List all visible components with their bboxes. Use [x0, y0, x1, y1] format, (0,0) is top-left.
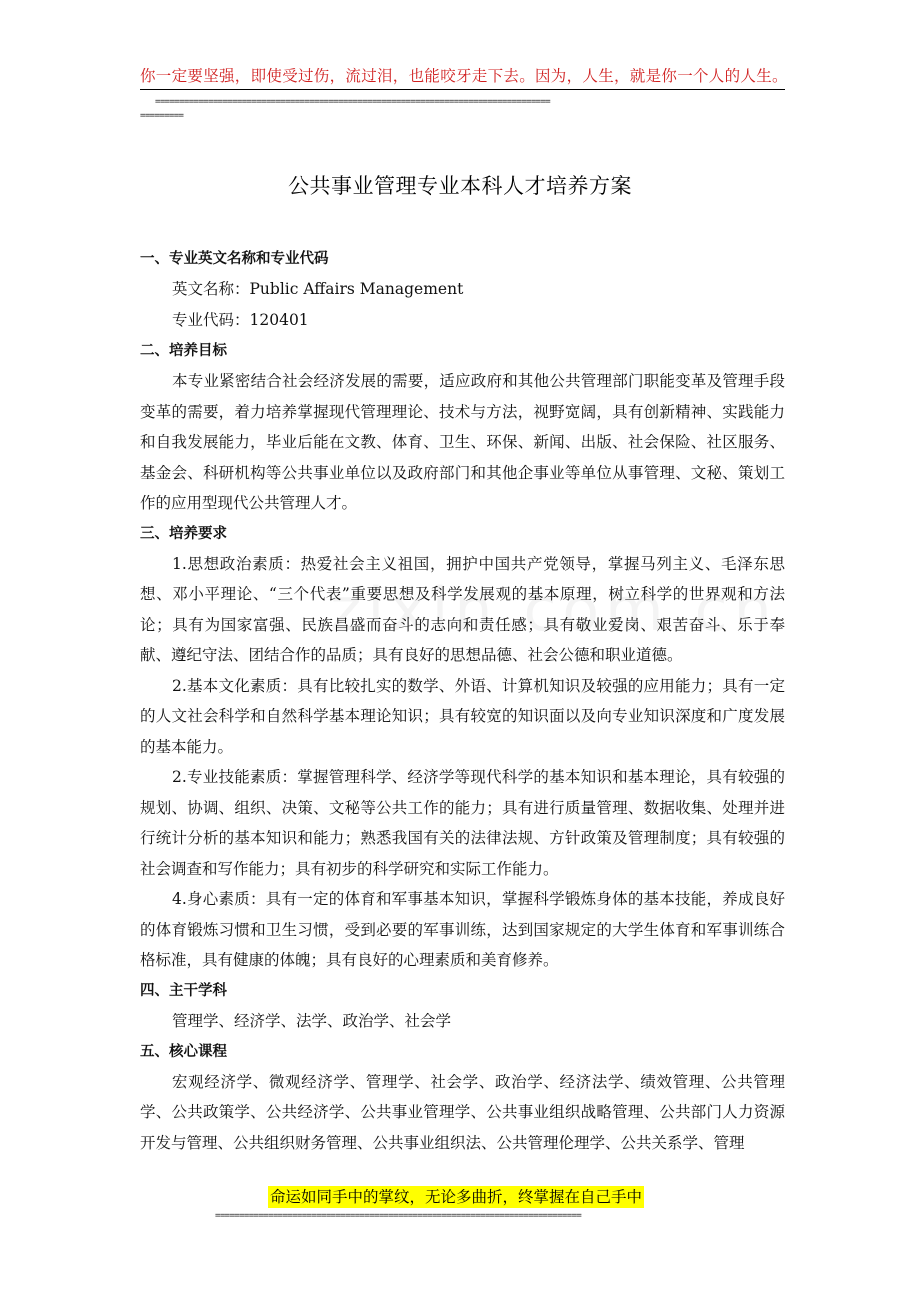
paragraph: 宏观经济学、微观经济学、管理学、社会学、政治学、经济法学、绩效管理、公共管理学、公共政策学、公共经济学、公共事业管理学、公共事业组织战略管理、公共部门人力资源开发与管理、公共组织财务管理、公共事业组织法、公共管理伦理学、公共关系学、管理 — [140, 1072, 785, 1152]
paragraph: 1.思想政治素质：热爱社会主义祖国，拥护中国共产党领导，掌握马列主义、毛泽东思想、邓小平理论、“三个代表”重要思想及科学发展观的基本原理，树立科学的世界观和方法论；具有为国家富强、民族昌盛而奋斗的志向和责任感；具有敬业爱岗、艰苦奋斗、乐于奉献、遵纪守法、团结合作的品质；具有良好的思想品德、社会公德和职业道德。 — [140, 554, 785, 664]
paragraph: 管理学、经济学、法学、政治学、社会学 — [172, 1011, 452, 1030]
footer-quote: 命运如同手中的掌纹，无论多曲折，终掌握在自己手中 — [270, 1188, 643, 1206]
header-rule — [140, 89, 785, 90]
section-heading: 四、主干学科 — [140, 982, 227, 999]
separator-line-2: ========= — [140, 111, 184, 121]
page-title: 公共事业管理专业本科人才培养方案 — [288, 174, 632, 198]
section-heading: 三、培养要求 — [140, 525, 227, 542]
section-heading: 二、培养目标 — [140, 343, 227, 359]
major-code-line: 专业代码：120401 — [172, 311, 309, 329]
paragraph: 2.基本文化素质：具有比较扎实的数学、外语、计算机知识及较强的应用能力；具有一定的人文社会科学和自然科学基本理论知识；具有较宽的知识面以及向专业知识深度和广度发展的基本能力。 — [140, 676, 785, 756]
english-name-line: 英文名称：Public Affairs Management — [172, 280, 464, 298]
paragraph: 本专业紧密结合社会经济发展的需要，适应政府和其他公共管理部门职能变革及管理手段变革的需要，着力培养掌握现代管理理论、技术与方法，视野宽阔，具有创新精神、实践能力和自我发展能力，毕业后能在文教、体育、卫生、环保、新闻、出版、社会保险、社区服务、 基金会、科研机构等公共事业单位以及政府部门和其他企事业等单位从事管理、文秘、策划工作的应用型现代公共管理人才。 — [140, 372, 785, 512]
section-heading: 五、核心课程 — [140, 1043, 227, 1060]
footer-separator: ============================================================================ — [215, 1211, 582, 1221]
header-quote: 你一定要坚强，即使受过伤，流过泪，也能咬牙走下去。因为，人生，就是你一个人的人生。 — [140, 67, 788, 85]
paragraph: 4.身心素质：具有一定的体育和军事基本知识，掌握科学锻炼身体的基本技能，养成良好的体育锻炼习惯和卫生习惯，受到必要的军事训练，达到国家规定的大学生体育和军事训练合格标准，具有健康的体魄；具有良好的心理素质和美育修养。 — [140, 890, 785, 969]
separator-line-1: ================================================================================== — [155, 97, 551, 107]
section-heading: 一、专业英文名称和专业代码 — [140, 251, 329, 267]
paragraph: 2.专业技能素质：掌握管理科学、经济学等现代科学的基本知识和基本理论，具有较强的规划、协调、组织、决策、文秘等公共工作的能力；具有进行质量管理、数据收集、处理并进行统计分析的基本知识和能力；熟悉我国有关的法律法规、方针政策及管理制度；具有较强的社会调查和写作能力；具有初步的科学研究和实际工作能力。 — [140, 768, 785, 878]
document-body — [140, 244, 785, 1158]
